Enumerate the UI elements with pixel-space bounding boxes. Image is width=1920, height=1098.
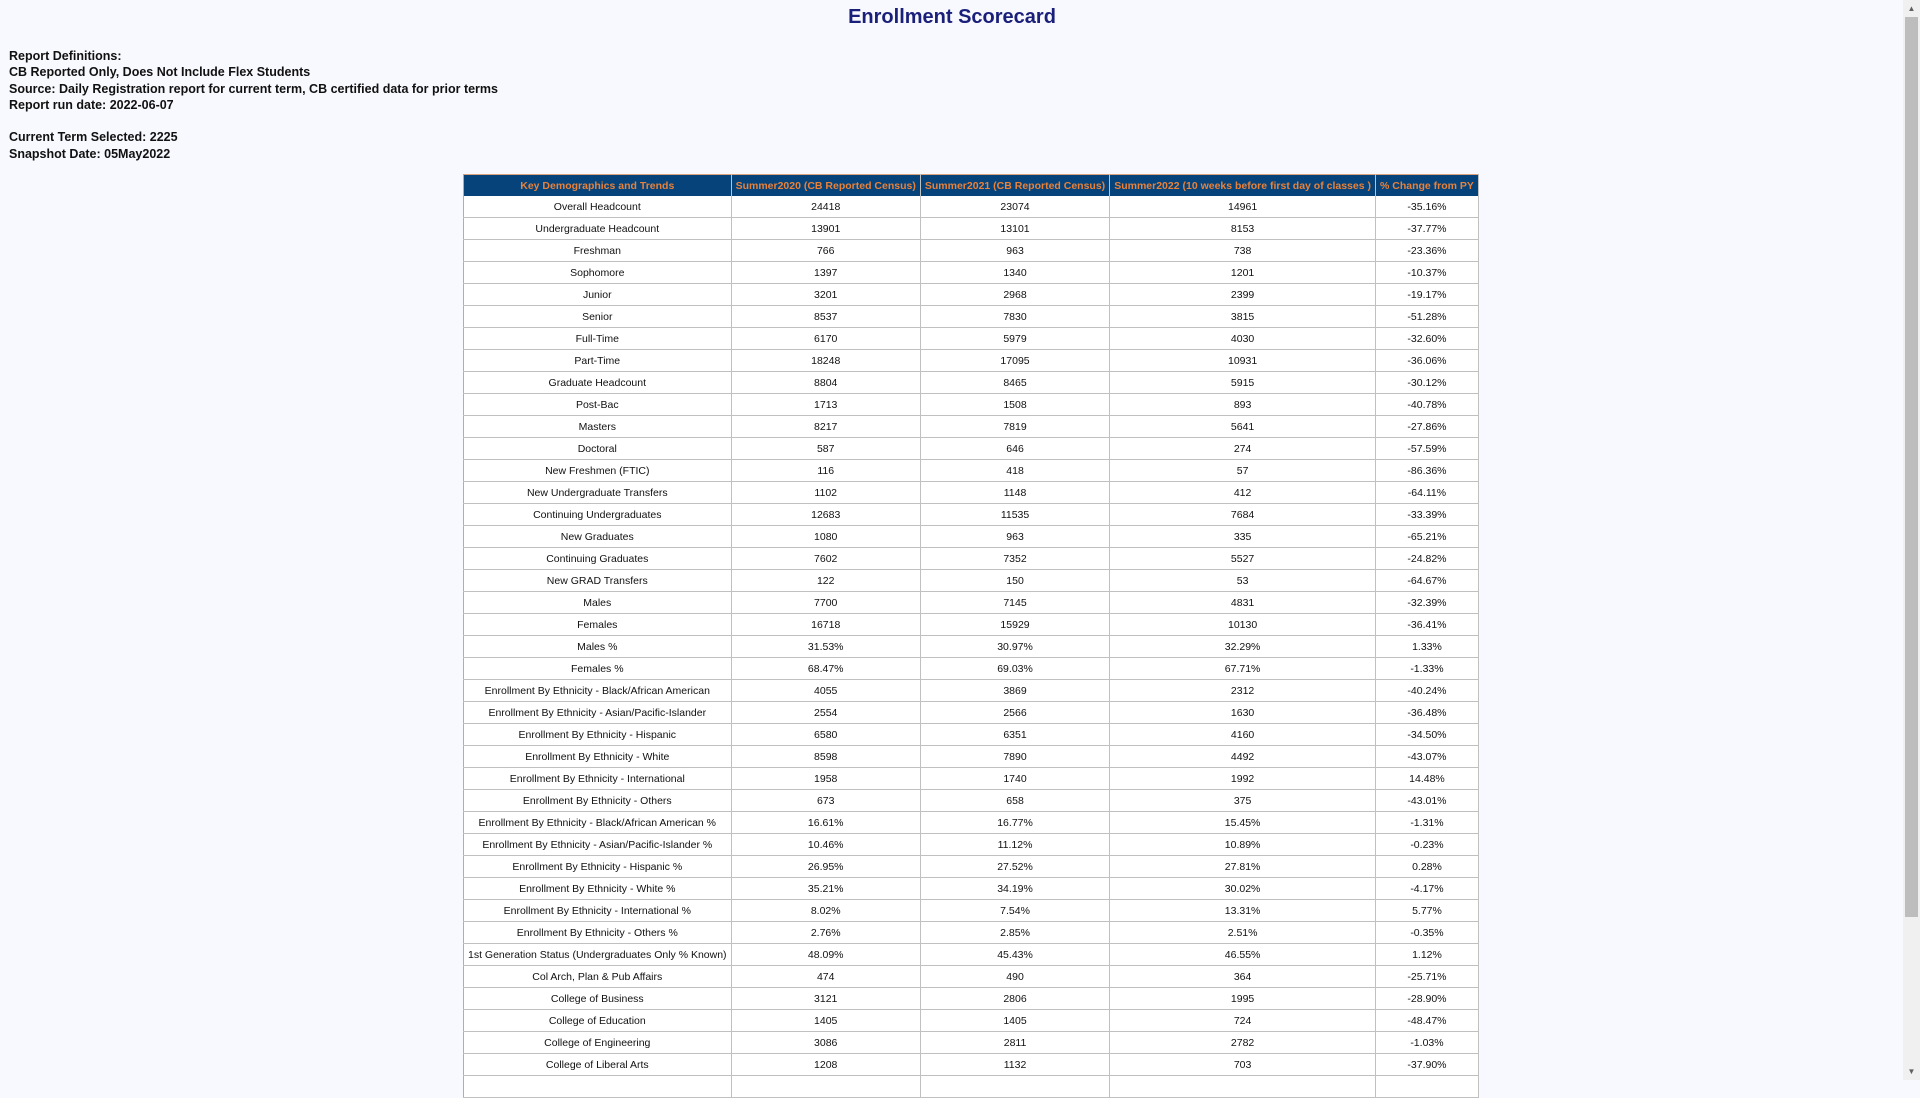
summer2021-value: 646	[920, 438, 1109, 460]
table-row	[464, 724, 1479, 746]
summer2021-value: 963	[920, 526, 1109, 548]
summer2021-value: 1340	[920, 262, 1109, 284]
summer2020-value: 16.61%	[731, 812, 920, 834]
summer2020-value: 8804	[731, 372, 920, 394]
summer2021-value: 7.54%	[920, 900, 1109, 922]
table-row	[464, 702, 1479, 724]
summer2022-value: 4160	[1110, 724, 1376, 746]
summer2022-value: 4831	[1110, 592, 1376, 614]
scorecard-table	[463, 174, 1479, 1098]
report-definitions	[9, 48, 498, 162]
table-row	[464, 482, 1479, 504]
summer2022-value	[1110, 1076, 1376, 1098]
summer2021-value: 2806	[920, 988, 1109, 1010]
summer2021-value: 1132	[920, 1054, 1109, 1076]
pct-change-value: -51.28%	[1375, 306, 1478, 328]
table-row	[464, 988, 1479, 1010]
metric-label: Enrollment By Ethnicity - White	[464, 746, 732, 768]
table-row	[464, 966, 1479, 988]
pct-change-value: -37.90%	[1375, 1054, 1478, 1076]
summer2022-value: 4492	[1110, 746, 1376, 768]
summer2021-value: 658	[920, 790, 1109, 812]
summer2021-value: 150	[920, 570, 1109, 592]
summer2022-value: 2399	[1110, 284, 1376, 306]
summer2022-value: 13.31%	[1110, 900, 1376, 922]
pct-change-value: 1.33%	[1375, 636, 1478, 658]
summer2021-value: 963	[920, 240, 1109, 262]
summer2021-value: 45.43%	[920, 944, 1109, 966]
metric-label: Enrollment By Ethnicity - Asian/Pacific-Islander	[464, 702, 732, 724]
summer2022-value: 4030	[1110, 328, 1376, 350]
metric-label: Senior	[464, 306, 732, 328]
table-row	[464, 438, 1479, 460]
summer2022-value: 1995	[1110, 988, 1376, 1010]
metric-label: Undergraduate Headcount	[464, 218, 732, 240]
pct-change-value: -36.41%	[1375, 614, 1478, 636]
pct-change-value: 0.28%	[1375, 856, 1478, 878]
summer2022-value: 724	[1110, 1010, 1376, 1032]
summer2020-value: 1080	[731, 526, 920, 548]
pct-change-value: -37.77%	[1375, 218, 1478, 240]
metric-label: Masters	[464, 416, 732, 438]
table-row	[464, 306, 1479, 328]
summer2022-value: 27.81%	[1110, 856, 1376, 878]
pct-change-value: -34.50%	[1375, 724, 1478, 746]
summer2021-value: 1148	[920, 482, 1109, 504]
table-row	[464, 350, 1479, 372]
table-row	[464, 878, 1479, 900]
pct-change-value: -30.12%	[1375, 372, 1478, 394]
scroll-down-arrow-icon[interactable]: ▼	[1907, 1067, 1916, 1076]
metric-label: College of Education	[464, 1010, 732, 1032]
table-row	[464, 196, 1479, 218]
summer2020-value: 6580	[731, 724, 920, 746]
table-body	[464, 196, 1479, 1098]
pct-change-value: -65.21%	[1375, 526, 1478, 548]
pct-change-value: -0.35%	[1375, 922, 1478, 944]
summer2020-value: 1958	[731, 768, 920, 790]
summer2022-value: 364	[1110, 966, 1376, 988]
metric-label: Enrollment By Ethnicity - Black/African American %	[464, 812, 732, 834]
pct-change-value: -1.03%	[1375, 1032, 1478, 1054]
table-row	[464, 526, 1479, 548]
summer2020-value: 26.95%	[731, 856, 920, 878]
pct-change-value: -43.07%	[1375, 746, 1478, 768]
summer2020-value: 1397	[731, 262, 920, 284]
summer2020-value: 3201	[731, 284, 920, 306]
scroll-up-arrow-icon[interactable]: ▲	[1907, 4, 1916, 13]
pct-change-value: -25.71%	[1375, 966, 1478, 988]
pct-change-value: -40.78%	[1375, 394, 1478, 416]
table-row	[464, 812, 1479, 834]
summer2020-value: 116	[731, 460, 920, 482]
summer2022-value: 2782	[1110, 1032, 1376, 1054]
summer2020-value: 8217	[731, 416, 920, 438]
metric-label: Full-Time	[464, 328, 732, 350]
table-header-row	[464, 175, 1479, 197]
summer2020-value	[731, 1076, 920, 1098]
pct-change-value	[1375, 1076, 1478, 1098]
metric-label: Females %	[464, 658, 732, 680]
table-row	[464, 900, 1479, 922]
pct-change-value: -33.39%	[1375, 504, 1478, 526]
summer2022-value: 1630	[1110, 702, 1376, 724]
table-row	[464, 1010, 1479, 1032]
summer2022-value: 412	[1110, 482, 1376, 504]
metric-label: Continuing Undergraduates	[464, 504, 732, 526]
header-pct-change: % Change from PY	[1375, 175, 1478, 197]
summer2022-value: 30.02%	[1110, 878, 1376, 900]
summer2020-value: 2.76%	[731, 922, 920, 944]
pct-change-value: -40.24%	[1375, 680, 1478, 702]
summer2020-value: 4055	[731, 680, 920, 702]
summer2022-value: 5915	[1110, 372, 1376, 394]
summer2021-value: 69.03%	[920, 658, 1109, 680]
summer2022-value: 10931	[1110, 350, 1376, 372]
pct-change-value: -64.67%	[1375, 570, 1478, 592]
pct-change-value: 5.77%	[1375, 900, 1478, 922]
metric-label: Doctoral	[464, 438, 732, 460]
pct-change-value: -1.33%	[1375, 658, 1478, 680]
metric-label: Enrollment By Ethnicity - International %	[464, 900, 732, 922]
summer2022-value: 1201	[1110, 262, 1376, 284]
summer2020-value: 13901	[731, 218, 920, 240]
table-row	[464, 636, 1479, 658]
summer2022-value: 3815	[1110, 306, 1376, 328]
summer2020-value: 8537	[731, 306, 920, 328]
metric-label: 1st Generation Status (Undergraduates Only % Known)	[464, 944, 732, 966]
pct-change-value: -24.82%	[1375, 548, 1478, 570]
report-run-date: Report run date: 2022-06-07	[9, 97, 174, 112]
table-row	[464, 768, 1479, 790]
table-row	[464, 394, 1479, 416]
summer2022-value: 10.89%	[1110, 834, 1376, 856]
metric-label: New GRAD Transfers	[464, 570, 732, 592]
pct-change-value: -0.23%	[1375, 834, 1478, 856]
summer2021-value: 1508	[920, 394, 1109, 416]
metric-label: New Graduates	[464, 526, 732, 548]
summer2020-value: 10.46%	[731, 834, 920, 856]
summer2021-value: 5979	[920, 328, 1109, 350]
metric-label: Post-Bac	[464, 394, 732, 416]
metric-label: Junior	[464, 284, 732, 306]
metric-label: New Freshmen (FTIC)	[464, 460, 732, 482]
pct-change-value: -36.06%	[1375, 350, 1478, 372]
summer2022-value: 14961	[1110, 196, 1376, 218]
table-row	[464, 834, 1479, 856]
scrollbar-thumb[interactable]	[1905, 17, 1918, 917]
metric-label: Males	[464, 592, 732, 614]
header-summer2020: Summer2020 (CB Reported Census)	[731, 175, 920, 197]
summer2020-value: 587	[731, 438, 920, 460]
summer2021-value: 418	[920, 460, 1109, 482]
table-row	[464, 504, 1479, 526]
summer2021-value: 490	[920, 966, 1109, 988]
metric-label: Enrollment By Ethnicity - Hispanic %	[464, 856, 732, 878]
metric-label: Enrollment By Ethnicity - Others	[464, 790, 732, 812]
summer2021-value: 2968	[920, 284, 1109, 306]
table-row	[464, 372, 1479, 394]
table-row	[464, 328, 1479, 350]
summer2021-value: 7352	[920, 548, 1109, 570]
snapshot-date: Snapshot Date: 05May2022	[9, 146, 171, 161]
definitions-source: Source: Daily Registration report for current term, CB certified data for prior terms	[9, 81, 498, 96]
metric-label: Part-Time	[464, 350, 732, 372]
metric-label: Enrollment By Ethnicity - Asian/Pacific-Islander %	[464, 834, 732, 856]
pct-change-value: -48.47%	[1375, 1010, 1478, 1032]
summer2020-value: 24418	[731, 196, 920, 218]
metric-label: Enrollment By Ethnicity - Black/African American	[464, 680, 732, 702]
table-row	[464, 1032, 1479, 1054]
summer2020-value: 1713	[731, 394, 920, 416]
table-row	[464, 856, 1479, 878]
pct-change-value: -10.37%	[1375, 262, 1478, 284]
metric-label: College of Engineering	[464, 1032, 732, 1054]
summer2021-value: 34.19%	[920, 878, 1109, 900]
summer2020-value: 3121	[731, 988, 920, 1010]
pct-change-value: -86.36%	[1375, 460, 1478, 482]
summer2022-value: 32.29%	[1110, 636, 1376, 658]
metric-label: Continuing Graduates	[464, 548, 732, 570]
pct-change-value: -19.17%	[1375, 284, 1478, 306]
metric-label: Sophomore	[464, 262, 732, 284]
summer2022-value: 10130	[1110, 614, 1376, 636]
metric-label: Enrollment By Ethnicity - Others %	[464, 922, 732, 944]
vertical-scrollbar[interactable]	[1903, 0, 1920, 1080]
summer2021-value: 8465	[920, 372, 1109, 394]
header-key-demographics: Key Demographics and Trends	[464, 175, 732, 197]
summer2022-value: 8153	[1110, 218, 1376, 240]
metric-label: College of Business	[464, 988, 732, 1010]
metric-label: Col Arch, Plan & Pub Affairs	[464, 966, 732, 988]
summer2021-value: 7145	[920, 592, 1109, 614]
table-row	[464, 460, 1479, 482]
summer2020-value: 1405	[731, 1010, 920, 1032]
summer2022-value: 53	[1110, 570, 1376, 592]
table-row	[464, 218, 1479, 240]
summer2021-value: 2.85%	[920, 922, 1109, 944]
summer2022-value: 67.71%	[1110, 658, 1376, 680]
pct-change-value: -35.16%	[1375, 196, 1478, 218]
table-row	[464, 570, 1479, 592]
summer2021-value: 27.52%	[920, 856, 1109, 878]
table-row	[464, 284, 1479, 306]
summer2020-value: 16718	[731, 614, 920, 636]
summer2021-value: 1740	[920, 768, 1109, 790]
table-row	[464, 1076, 1479, 1098]
summer2020-value: 8.02%	[731, 900, 920, 922]
metric-label: Freshman	[464, 240, 732, 262]
pct-change-value: -43.01%	[1375, 790, 1478, 812]
summer2021-value: 16.77%	[920, 812, 1109, 834]
summer2021-value: 17095	[920, 350, 1109, 372]
table-row	[464, 922, 1479, 944]
pct-change-value: 1.12%	[1375, 944, 1478, 966]
table-row	[464, 746, 1479, 768]
table-row	[464, 614, 1479, 636]
summer2021-value: 13101	[920, 218, 1109, 240]
metric-label	[464, 1076, 732, 1098]
metric-label: New Undergraduate Transfers	[464, 482, 732, 504]
pct-change-value: -32.60%	[1375, 328, 1478, 350]
summer2022-value: 57	[1110, 460, 1376, 482]
table-row	[464, 680, 1479, 702]
pct-change-value: 14.48%	[1375, 768, 1478, 790]
summer2022-value: 46.55%	[1110, 944, 1376, 966]
summer2021-value: 30.97%	[920, 636, 1109, 658]
summer2022-value: 2312	[1110, 680, 1376, 702]
summer2021-value: 1405	[920, 1010, 1109, 1032]
pct-change-value: -1.31%	[1375, 812, 1478, 834]
summer2020-value: 35.21%	[731, 878, 920, 900]
summer2022-value: 5641	[1110, 416, 1376, 438]
summer2021-value: 7830	[920, 306, 1109, 328]
summer2020-value: 673	[731, 790, 920, 812]
pct-change-value: -4.17%	[1375, 878, 1478, 900]
table-row	[464, 548, 1479, 570]
summer2022-value: 15.45%	[1110, 812, 1376, 834]
table-row	[464, 416, 1479, 438]
summer2022-value: 7684	[1110, 504, 1376, 526]
metric-label: Overall Headcount	[464, 196, 732, 218]
summer2022-value: 274	[1110, 438, 1376, 460]
summer2020-value: 18248	[731, 350, 920, 372]
metric-label: College of Liberal Arts	[464, 1054, 732, 1076]
summer2021-value: 2566	[920, 702, 1109, 724]
summer2022-value: 2.51%	[1110, 922, 1376, 944]
summer2020-value: 6170	[731, 328, 920, 350]
table-row	[464, 658, 1479, 680]
pct-change-value: -57.59%	[1375, 438, 1478, 460]
metric-label: Enrollment By Ethnicity - Hispanic	[464, 724, 732, 746]
pct-change-value: -32.39%	[1375, 592, 1478, 614]
summer2020-value: 12683	[731, 504, 920, 526]
summer2020-value: 766	[731, 240, 920, 262]
summer2022-value: 893	[1110, 394, 1376, 416]
header-summer2022: Summer2022 (10 weeks before first day of classes )	[1110, 175, 1376, 197]
metric-label: Enrollment By Ethnicity - International	[464, 768, 732, 790]
definitions-scope: CB Reported Only, Does Not Include Flex Students	[9, 65, 311, 80]
metric-label: Enrollment By Ethnicity - White %	[464, 878, 732, 900]
summer2020-value: 1102	[731, 482, 920, 504]
pct-change-value: -36.48%	[1375, 702, 1478, 724]
summer2021-value	[920, 1076, 1109, 1098]
summer2021-value: 23074	[920, 196, 1109, 218]
summer2021-value: 11.12%	[920, 834, 1109, 856]
summer2020-value: 68.47%	[731, 658, 920, 680]
metric-label: Males %	[464, 636, 732, 658]
summer2022-value: 375	[1110, 790, 1376, 812]
page-title: Enrollment Scorecard	[848, 6, 1056, 28]
summer2021-value: 2811	[920, 1032, 1109, 1054]
summer2020-value: 474	[731, 966, 920, 988]
summer2020-value: 1208	[731, 1054, 920, 1076]
current-term-selected: Current Term Selected: 2225	[9, 130, 178, 145]
summer2022-value: 738	[1110, 240, 1376, 262]
table-row	[464, 240, 1479, 262]
summer2020-value: 2554	[731, 702, 920, 724]
summer2021-value: 6351	[920, 724, 1109, 746]
summer2020-value: 31.53%	[731, 636, 920, 658]
summer2021-value: 11535	[920, 504, 1109, 526]
summer2020-value: 7700	[731, 592, 920, 614]
spacer	[9, 113, 498, 129]
header-summer2021: Summer2021 (CB Reported Census)	[920, 175, 1109, 197]
summer2021-value: 7890	[920, 746, 1109, 768]
summer2020-value: 3086	[731, 1032, 920, 1054]
table-row	[464, 262, 1479, 284]
summer2022-value: 703	[1110, 1054, 1376, 1076]
pct-change-value: -28.90%	[1375, 988, 1478, 1010]
table-row	[464, 790, 1479, 812]
table-row	[464, 592, 1479, 614]
summer2020-value: 122	[731, 570, 920, 592]
pct-change-value: -64.11%	[1375, 482, 1478, 504]
table-row	[464, 1054, 1479, 1076]
summer2022-value: 335	[1110, 526, 1376, 548]
metric-label: Graduate Headcount	[464, 372, 732, 394]
scorecard-table-container	[463, 174, 1479, 1098]
summer2022-value: 1992	[1110, 768, 1376, 790]
summer2020-value: 48.09%	[731, 944, 920, 966]
summer2021-value: 15929	[920, 614, 1109, 636]
summer2022-value: 5527	[1110, 548, 1376, 570]
summer2021-value: 3869	[920, 680, 1109, 702]
summer2020-value: 7602	[731, 548, 920, 570]
pct-change-value: -27.86%	[1375, 416, 1478, 438]
metric-label: Females	[464, 614, 732, 636]
definitions-heading: Report Definitions:	[9, 49, 122, 63]
table-row	[464, 944, 1479, 966]
pct-change-value: -23.36%	[1375, 240, 1478, 262]
summer2020-value: 8598	[731, 746, 920, 768]
summer2021-value: 7819	[920, 416, 1109, 438]
